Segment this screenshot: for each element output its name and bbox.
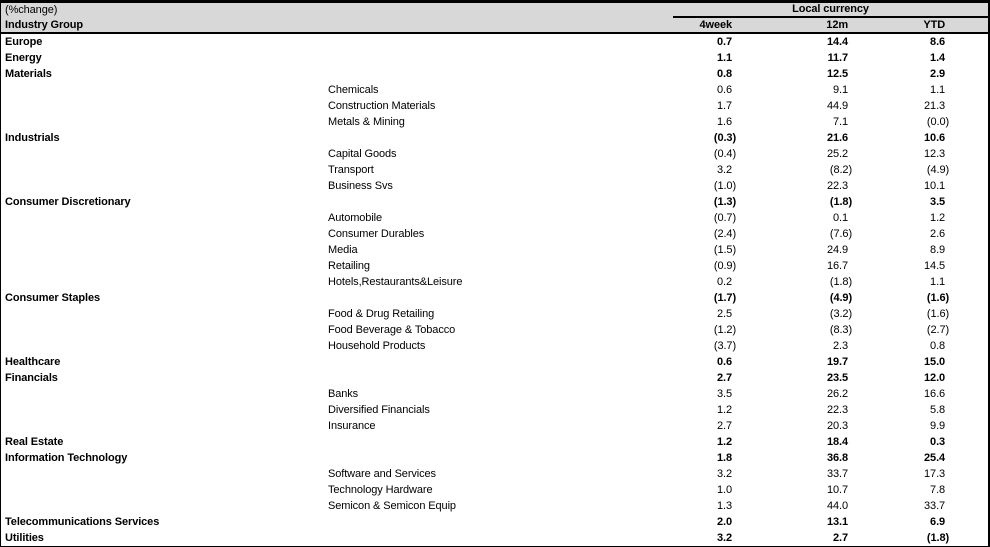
value-text: 8.6	[930, 36, 946, 48]
value-cell-ytd	[882, 242, 988, 258]
sub-industry-label: Household Products	[328, 338, 673, 354]
table-body	[1, 34, 988, 546]
value-cell-12m	[778, 98, 882, 114]
value-text: 19.7	[827, 356, 849, 368]
table-row-media	[1, 242, 988, 258]
sub-industry-label: Hotels,Restaurants&Leisure	[328, 274, 673, 290]
value-cell-4week	[673, 274, 778, 290]
industry-group-label	[1, 306, 328, 322]
value-cell-4week	[673, 498, 778, 514]
value-text: 16.6	[924, 388, 946, 400]
value-cell-4week	[673, 50, 778, 66]
value-text: (1.8)	[829, 196, 853, 208]
header-row-columns	[1, 18, 988, 34]
value-text: 2.5	[717, 308, 733, 320]
value-text: 3.2	[717, 468, 733, 480]
value-cell-ytd	[882, 194, 988, 210]
industry-group-label: Utilities	[1, 530, 328, 546]
value-text: 33.7	[827, 468, 849, 480]
sub-industry-label	[328, 50, 673, 66]
sub-industry-label	[328, 130, 673, 146]
value-text: 21.6	[827, 132, 849, 144]
table-row-software-and-services	[1, 466, 988, 482]
sub-industry-label: Insurance	[328, 418, 673, 434]
sub-industry-label	[328, 354, 673, 370]
value-text: (1.7)	[713, 292, 737, 304]
value-cell-ytd	[882, 82, 988, 98]
industry-group-label: Financials	[1, 370, 328, 386]
value-cell-ytd	[882, 274, 988, 290]
value-text: 0.8	[930, 340, 946, 352]
value-cell-4week	[673, 66, 778, 82]
value-cell-12m	[778, 466, 882, 482]
table-row-consumer-discretionary	[1, 194, 988, 210]
table-row-capital-goods	[1, 146, 988, 162]
column-header-ytd: YTD	[882, 18, 988, 34]
table-row-financials	[1, 370, 988, 386]
industry-group-label	[1, 98, 328, 114]
value-text: 22.3	[827, 404, 849, 416]
industry-group-label: Europe	[1, 34, 328, 50]
value-cell-ytd	[882, 210, 988, 226]
value-cell-12m	[778, 274, 882, 290]
value-cell-4week	[673, 226, 778, 242]
value-cell-12m	[778, 322, 882, 338]
value-cell-4week	[673, 178, 778, 194]
value-text: 1.1	[930, 84, 946, 96]
value-text: 2.7	[717, 420, 733, 432]
value-cell-12m	[778, 210, 882, 226]
value-text: 2.6	[930, 228, 946, 240]
value-text: 1.1	[717, 52, 733, 64]
value-cell-4week	[673, 370, 778, 386]
value-text: 11.7	[827, 52, 849, 64]
value-cell-4week	[673, 146, 778, 162]
value-cell-ytd	[882, 66, 988, 82]
sub-industry-label: Retailing	[328, 258, 673, 274]
value-cell-ytd	[882, 306, 988, 322]
value-cell-4week	[673, 338, 778, 354]
sub-industry-label: Business Svs	[328, 178, 673, 194]
table-row-healthcare	[1, 354, 988, 370]
table-row-chemicals	[1, 82, 988, 98]
value-cell-4week	[673, 354, 778, 370]
table-row-automobile	[1, 210, 988, 226]
value-cell-12m	[778, 402, 882, 418]
table-row-energy	[1, 50, 988, 66]
industry-group-label	[1, 82, 328, 98]
value-text: 1.7	[717, 100, 733, 112]
value-text: (3.2)	[829, 308, 853, 320]
value-cell-4week	[673, 482, 778, 498]
industry-group-label	[1, 274, 328, 290]
sub-industry-label: Technology Hardware	[328, 482, 673, 498]
value-text: 0.6	[717, 356, 733, 368]
value-text: 12.5	[827, 68, 849, 80]
table-row-real-estate	[1, 434, 988, 450]
table-row-technology-hardware	[1, 482, 988, 498]
value-text: (3.7)	[713, 340, 737, 352]
value-cell-4week	[673, 386, 778, 402]
value-text: 3.5	[930, 196, 946, 208]
table-row-industrials	[1, 130, 988, 146]
value-cell-12m	[778, 146, 882, 162]
industry-group-label	[1, 258, 328, 274]
value-cell-4week	[673, 418, 778, 434]
value-text: 8.9	[930, 244, 946, 256]
value-text: 3.2	[717, 532, 733, 544]
value-cell-ytd	[882, 130, 988, 146]
value-text: (4.9)	[829, 292, 853, 304]
value-text: 10.1	[924, 180, 946, 192]
value-text: 36.8	[827, 452, 849, 464]
value-text: 9.9	[930, 420, 946, 432]
value-cell-12m	[778, 370, 882, 386]
value-text: (1.6)	[926, 308, 950, 320]
value-cell-4week	[673, 194, 778, 210]
sub-industry-label: Capital Goods	[328, 146, 673, 162]
table-row-information-technology	[1, 450, 988, 466]
sub-industry-label: Banks	[328, 386, 673, 402]
value-cell-12m	[778, 162, 882, 178]
sub-industry-label	[328, 434, 673, 450]
value-cell-12m	[778, 530, 882, 546]
industry-group-label: Energy	[1, 50, 328, 66]
value-text: 44.9	[827, 100, 849, 112]
value-text: 0.7	[717, 36, 733, 48]
industry-group-label	[1, 242, 328, 258]
value-text: (8.3)	[829, 324, 853, 336]
sub-industry-label: Media	[328, 242, 673, 258]
value-text: 24.9	[827, 244, 849, 256]
value-text: 5.8	[930, 404, 946, 416]
value-cell-ytd	[882, 418, 988, 434]
value-cell-12m	[778, 34, 882, 50]
value-text: 1.2	[717, 436, 733, 448]
value-text: 15.0	[924, 356, 946, 368]
value-cell-4week	[673, 306, 778, 322]
value-cell-ytd	[882, 226, 988, 242]
sub-industry-label: Consumer Durables	[328, 226, 673, 242]
industry-group-label	[1, 178, 328, 194]
industry-group-label: Consumer Staples	[1, 290, 328, 306]
industry-group-label	[1, 210, 328, 226]
value-cell-ytd	[882, 178, 988, 194]
value-text: 3.2	[717, 164, 733, 176]
value-cell-12m	[778, 258, 882, 274]
value-text: 20.3	[827, 420, 849, 432]
industry-group-label	[1, 466, 328, 482]
value-cell-12m	[778, 178, 882, 194]
value-text: 6.9	[930, 516, 946, 528]
value-text: 12.0	[924, 372, 946, 384]
value-text: (0.7)	[713, 212, 737, 224]
industry-group-label	[1, 418, 328, 434]
sub-industry-label: Chemicals	[328, 82, 673, 98]
value-cell-12m	[778, 130, 882, 146]
value-cell-12m	[778, 306, 882, 322]
value-cell-4week	[673, 162, 778, 178]
value-text: 25.2	[827, 148, 849, 160]
column-header-4week: 4week	[673, 18, 778, 34]
value-cell-ytd	[882, 530, 988, 546]
industry-group-label	[1, 402, 328, 418]
sub-industry-label	[328, 194, 673, 210]
value-text: (2.7)	[926, 324, 950, 336]
value-text: 1.0	[717, 484, 733, 496]
table-row-utilities	[1, 530, 988, 546]
value-cell-12m	[778, 290, 882, 306]
value-cell-ytd	[882, 338, 988, 354]
value-cell-ytd	[882, 354, 988, 370]
value-cell-12m	[778, 450, 882, 466]
value-cell-4week	[673, 514, 778, 530]
value-text: 7.1	[833, 116, 849, 128]
value-text: 21.3	[924, 100, 946, 112]
table-row-metals-mining	[1, 114, 988, 130]
table-row-insurance	[1, 418, 988, 434]
value-cell-4week	[673, 258, 778, 274]
value-text: (1.3)	[713, 196, 737, 208]
value-text: 1.1	[930, 276, 946, 288]
value-text: 1.6	[717, 116, 733, 128]
sub-industry-label: Construction Materials	[328, 98, 673, 114]
value-text: 1.4	[930, 52, 946, 64]
value-text: 14.4	[827, 36, 849, 48]
value-cell-12m	[778, 114, 882, 130]
value-text: (1.8)	[926, 532, 950, 544]
value-cell-12m	[778, 498, 882, 514]
industry-group-label	[1, 338, 328, 354]
value-cell-4week	[673, 242, 778, 258]
value-text: (1.6)	[926, 292, 950, 304]
value-cell-ytd	[882, 466, 988, 482]
table-row-consumer-staples	[1, 290, 988, 306]
value-cell-ytd	[882, 34, 988, 50]
table-row-europe	[1, 34, 988, 50]
column-header-12m: 12m	[778, 18, 882, 34]
value-text: 0.6	[717, 84, 733, 96]
sub-industry-label: Food & Drug Retailing	[328, 306, 673, 322]
value-text: (0.4)	[713, 148, 737, 160]
industry-group-label: Telecommunications Services	[1, 514, 328, 530]
sub-industry-label: Semicon & Semicon Equip	[328, 498, 673, 514]
value-cell-4week	[673, 130, 778, 146]
value-text: (0.3)	[713, 132, 737, 144]
value-cell-ytd	[882, 434, 988, 450]
sub-industry-label	[328, 34, 673, 50]
value-text: 23.5	[827, 372, 849, 384]
industry-group-label	[1, 162, 328, 178]
value-text: 44.0	[827, 500, 849, 512]
value-text: (4.9)	[926, 164, 950, 176]
value-text: (0.0)	[926, 116, 950, 128]
value-text: 26.2	[827, 388, 849, 400]
header-row-change	[1, 3, 988, 18]
table-row-food-beverage-tobacco	[1, 322, 988, 338]
industry-group-label: Healthcare	[1, 354, 328, 370]
sub-industry-label: Metals & Mining	[328, 114, 673, 130]
value-text: (0.9)	[713, 260, 737, 272]
industry-group-label: Materials	[1, 66, 328, 82]
value-cell-ytd	[882, 114, 988, 130]
sub-industry-label	[328, 370, 673, 386]
value-cell-12m	[778, 194, 882, 210]
value-cell-4week	[673, 450, 778, 466]
table-row-retailing	[1, 258, 988, 274]
sub-industry-label: Transport	[328, 162, 673, 178]
value-cell-ytd	[882, 498, 988, 514]
value-cell-4week	[673, 114, 778, 130]
value-cell-4week	[673, 34, 778, 50]
value-cell-12m	[778, 242, 882, 258]
industry-group-label	[1, 146, 328, 162]
value-text: 3.5	[717, 388, 733, 400]
value-cell-ytd	[882, 370, 988, 386]
value-cell-ytd	[882, 450, 988, 466]
value-text: 2.9	[930, 68, 946, 80]
value-text: 0.1	[833, 212, 849, 224]
percent-change-label: (%change)	[1, 3, 673, 18]
table-header	[1, 3, 988, 34]
local-currency-group-header: Local currency	[673, 3, 988, 18]
value-text: 18.4	[827, 436, 849, 448]
industry-group-label: Industrials	[1, 130, 328, 146]
industry-group-label	[1, 114, 328, 130]
value-cell-4week	[673, 210, 778, 226]
value-cell-12m	[778, 434, 882, 450]
value-cell-ytd	[882, 162, 988, 178]
value-cell-12m	[778, 226, 882, 242]
table-row-semicon-semicon-equip	[1, 498, 988, 514]
value-cell-ytd	[882, 386, 988, 402]
industry-group-label	[1, 226, 328, 242]
value-text: 13.1	[827, 516, 849, 528]
value-cell-ytd	[882, 50, 988, 66]
table-row-business-svs	[1, 178, 988, 194]
value-text: 2.3	[833, 340, 849, 352]
value-cell-ytd	[882, 98, 988, 114]
table-row-diversified-financials	[1, 402, 988, 418]
value-cell-ytd	[882, 482, 988, 498]
value-text: 10.7	[827, 484, 849, 496]
value-text: 10.6	[924, 132, 946, 144]
value-text: (7.6)	[829, 228, 853, 240]
value-cell-ytd	[882, 258, 988, 274]
value-text: 17.3	[924, 468, 946, 480]
value-text: 2.0	[717, 516, 733, 528]
table-row-telecommunications-services	[1, 514, 988, 530]
value-cell-ytd	[882, 146, 988, 162]
table-row-transport	[1, 162, 988, 178]
table-row-hotels-restaurants-leisure	[1, 274, 988, 290]
sub-industry-label	[328, 530, 673, 546]
value-cell-12m	[778, 50, 882, 66]
sub-industry-label	[328, 450, 673, 466]
value-cell-12m	[778, 66, 882, 82]
sub-industry-label	[328, 66, 673, 82]
value-text: 0.3	[930, 436, 946, 448]
value-cell-4week	[673, 434, 778, 450]
sub-industry-label: Automobile	[328, 210, 673, 226]
value-text: 33.7	[924, 500, 946, 512]
value-text: (1.8)	[829, 276, 853, 288]
value-text: (1.0)	[713, 180, 737, 192]
industry-group-column-header: Industry Group	[1, 18, 673, 34]
value-cell-12m	[778, 482, 882, 498]
table-row-materials	[1, 66, 988, 82]
value-text: 12.3	[924, 148, 946, 160]
industry-group-label: Real Estate	[1, 434, 328, 450]
table-row-household-products	[1, 338, 988, 354]
industry-group-label: Consumer Discretionary	[1, 194, 328, 210]
value-text: (2.4)	[713, 228, 737, 240]
sub-industry-label: Software and Services	[328, 466, 673, 482]
value-cell-4week	[673, 322, 778, 338]
value-text: 1.3	[717, 500, 733, 512]
value-text: (1.5)	[713, 244, 737, 256]
value-cell-ytd	[882, 514, 988, 530]
value-cell-12m	[778, 354, 882, 370]
value-text: (8.2)	[829, 164, 853, 176]
value-text: (1.2)	[713, 324, 737, 336]
value-text: 7.8	[930, 484, 946, 496]
value-cell-12m	[778, 338, 882, 354]
sub-industry-label	[328, 514, 673, 530]
value-text: 14.5	[924, 260, 946, 272]
table-row-construction-materials	[1, 98, 988, 114]
value-cell-4week	[673, 466, 778, 482]
value-cell-ytd	[882, 322, 988, 338]
industry-group-label	[1, 386, 328, 402]
value-cell-ytd	[882, 402, 988, 418]
value-cell-12m	[778, 386, 882, 402]
table-row-banks	[1, 386, 988, 402]
value-cell-4week	[673, 530, 778, 546]
value-text: 0.8	[717, 68, 733, 80]
value-cell-4week	[673, 98, 778, 114]
value-text: 16.7	[827, 260, 849, 272]
industry-group-label: Information Technology	[1, 450, 328, 466]
value-text: 9.1	[833, 84, 849, 96]
industry-group-label	[1, 322, 328, 338]
value-cell-12m	[778, 82, 882, 98]
value-cell-4week	[673, 290, 778, 306]
value-cell-12m	[778, 418, 882, 434]
value-text: 2.7	[717, 372, 733, 384]
value-cell-12m	[778, 514, 882, 530]
sub-industry-label: Diversified Financials	[328, 402, 673, 418]
sub-industry-label: Food Beverage & Tobacco	[328, 322, 673, 338]
value-text: 25.4	[924, 452, 946, 464]
value-text: 22.3	[827, 180, 849, 192]
value-text: 1.2	[717, 404, 733, 416]
industry-group-label	[1, 498, 328, 514]
value-text: 2.7	[833, 532, 849, 544]
industry-group-label	[1, 482, 328, 498]
sub-industry-label	[328, 290, 673, 306]
value-cell-ytd	[882, 290, 988, 306]
value-text: 1.8	[717, 452, 733, 464]
value-text: 0.2	[717, 276, 733, 288]
table-row-consumer-durables	[1, 226, 988, 242]
value-text: 1.2	[930, 212, 946, 224]
table-row-food-drug-retailing	[1, 306, 988, 322]
value-cell-4week	[673, 402, 778, 418]
value-cell-4week	[673, 82, 778, 98]
